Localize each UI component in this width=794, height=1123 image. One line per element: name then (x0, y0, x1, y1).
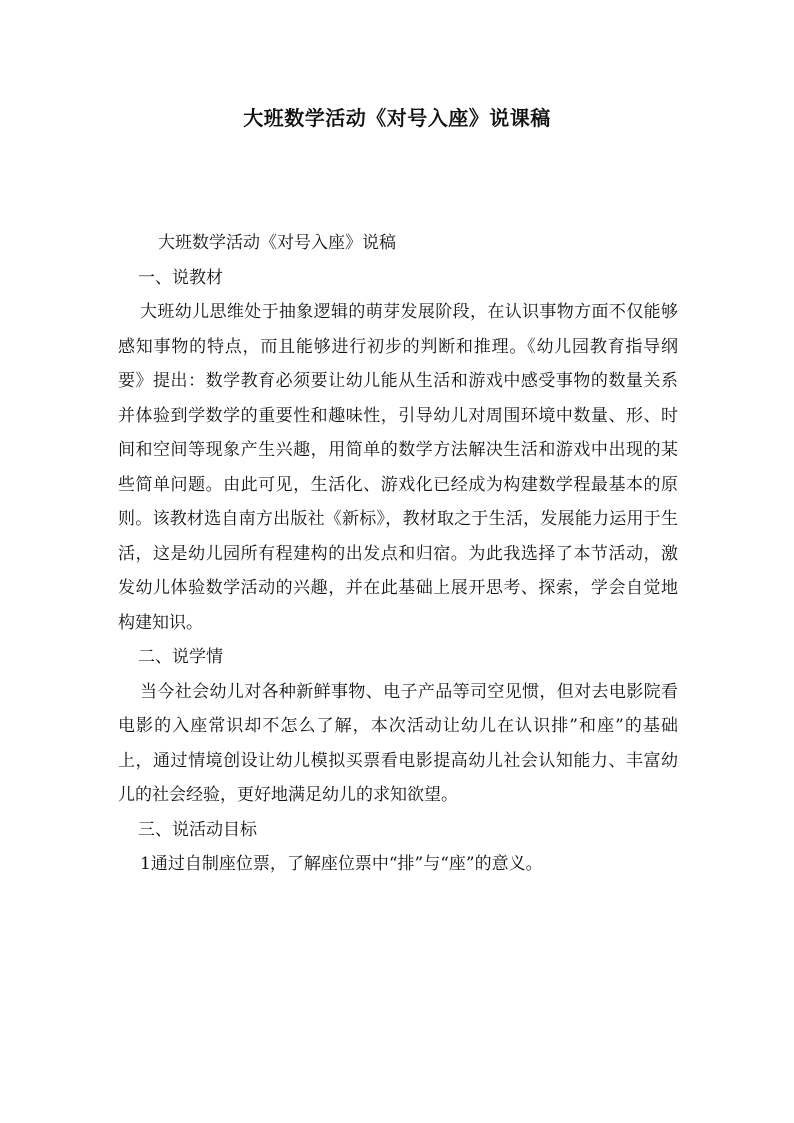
document-subtitle: 大班数学活动《对号入座》说稿 (158, 233, 396, 253)
document-body (118, 226, 678, 882)
document-title: 大班数学活动《对号入座》说课稿 (243, 106, 551, 130)
paragraph-learner-analysis: 当今社会幼儿对各种新鲜事物、电子产品等司空见惯，但对去电影院看电影的入座常识却不怎么了解，本次活动让幼儿在认识排”和座”的基础上，通过情境创设让幼儿模拟买票看电影提高幼儿社会认知能力、丰富幼儿的社会经验，更好地满足幼儿的求知欲望。 (118, 681, 678, 805)
section-heading-learner-analysis: 二、说学情 (138, 647, 223, 667)
paragraph-teaching-material: 大班幼儿思维处于抽象逻辑的萌芽发展阶段，在认识事物方面不仅能够感知事物的特点，而且能够进行初步的判断和推理。《幼儿园教育指导纲要》提出：数学教育必须要让幼儿能从生活和游戏中感受事物的数量关系并体验到学数学的重要性和趣味性，引导幼儿对周围环境中数量、形、时间和空间等现象产生兴趣，用简单的数学方法解决生活和游戏中出现的某些简单问题。由此可见，生活化、游戏化已经成为构建数学程最基本的原则。该教材选自南方出版社《新标》，教材取之于生活，发展能力运用于生活，这是幼儿园所有程建构的出发点和归宿。为此我选择了本节活动，激发幼儿体验数学活动的兴趣，并在此基础上展开思考、探索，学会自觉地构建知识。 (118, 302, 678, 633)
section-heading-teaching-material: 一、说教材 (138, 267, 223, 288)
section-heading-activity-goals: 三、说活动目标 (138, 819, 257, 840)
paragraph-activity-goal-1: 1通过自制座位票，了解座位票中“排”与“座”的意义。 (140, 854, 543, 874)
